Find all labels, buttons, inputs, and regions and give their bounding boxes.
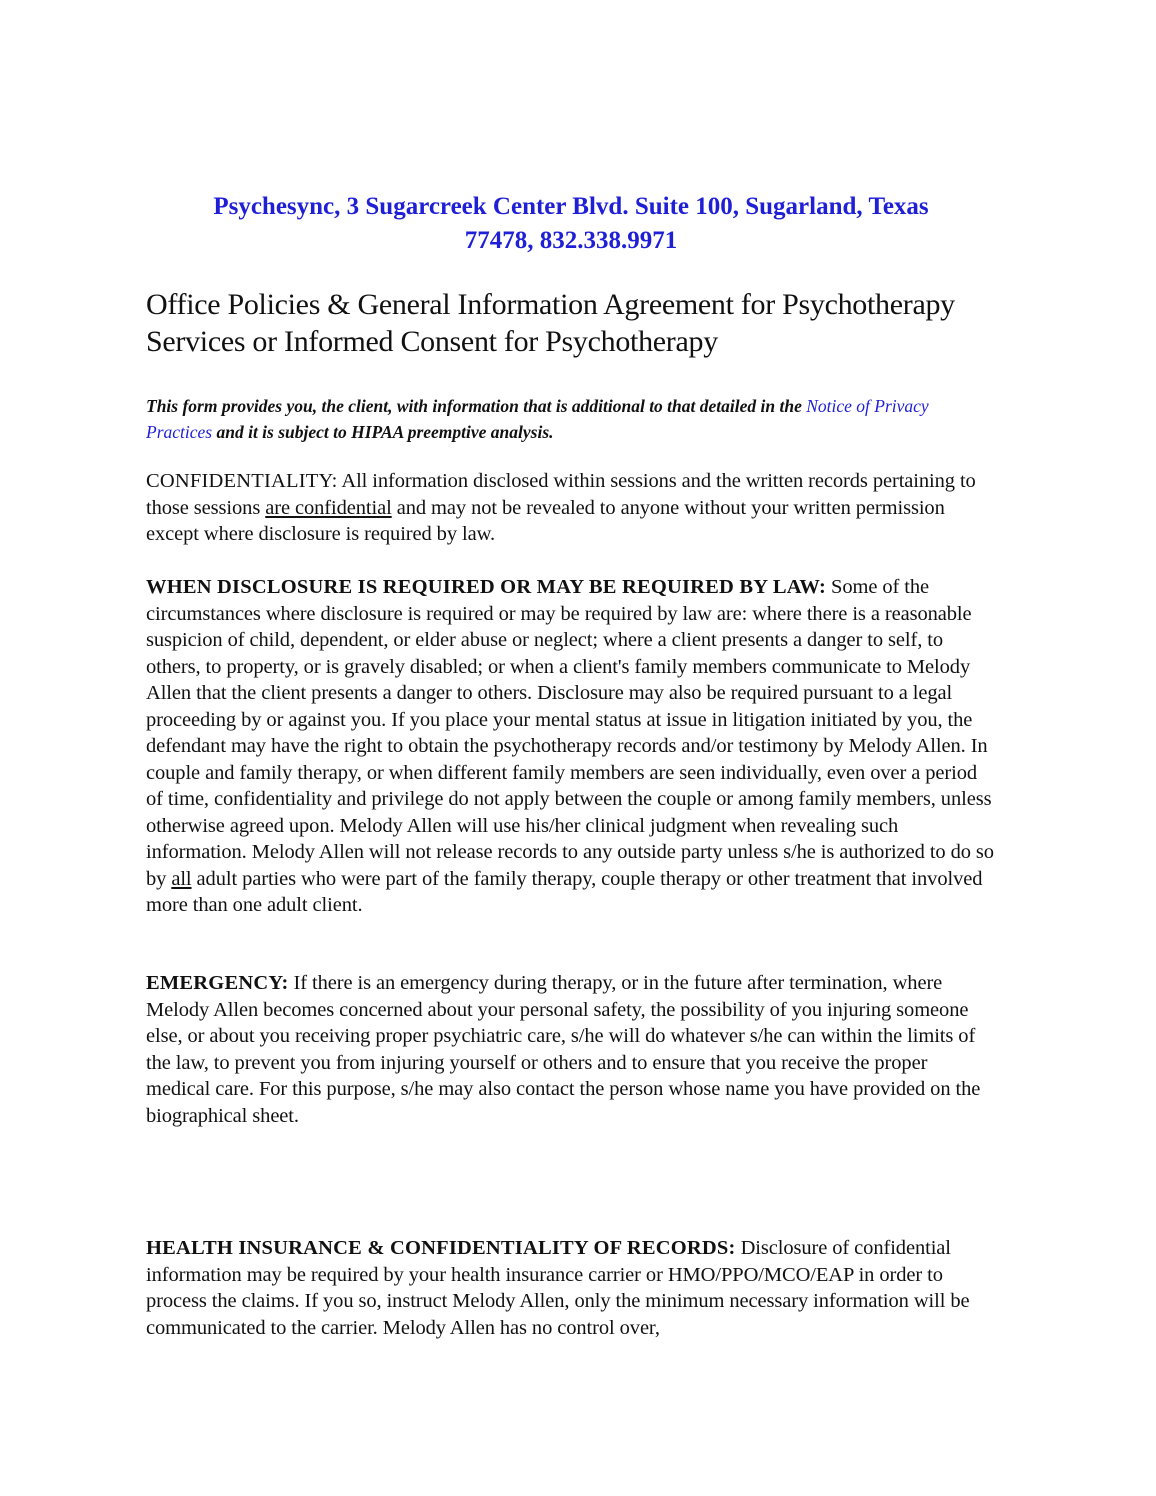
insurance-section bbox=[146, 1235, 996, 1341]
practice-header-line-2: 77478, 832.338.9971 bbox=[464, 227, 678, 254]
disclosure-text-b: adult parties who were part of the family therapy, couple therapy or other treatment that involved more than one adult client. bbox=[146, 867, 983, 916]
document-title bbox=[146, 286, 996, 360]
disclosure-heading: WHEN DISCLOSURE IS REQUIRED OR MAY BE REQUIRED BY LAW: bbox=[146, 576, 827, 598]
document-title-line-2: Services or Informed Consent for Psychotherapy bbox=[146, 325, 718, 358]
practice-header bbox=[146, 190, 996, 258]
confidentiality-text-a: All information disclosed within sessions and the written records pertaining to those sessions bbox=[146, 470, 976, 519]
document-title-line-1: Office Policies & General Information Agreement for Psychotherapy bbox=[146, 288, 955, 321]
disclosure-underlined-text: all bbox=[171, 867, 192, 890]
insurance-text: Disclosure of confidential information may be required by your health insurance carrier or HMO/PPO/MCO/EAP in order to process the claims. If you so, instruct Melody Allen, only the minimum necessary information will be communicated to the carrier. Melody Allen has no control over, bbox=[146, 1237, 970, 1339]
intro-paragraph bbox=[146, 394, 996, 445]
disclosure-section bbox=[146, 574, 996, 919]
emergency-text: If there is an emergency during therapy, or in the future after termination, where Melody Allen becomes concerned about your personal safety, the possibility of you injuring someone else, or about you receiving proper psychiatric care, s/he will do whatever s/he can within the limits of the law, to prevent you from injuring yourself or others and to ensure that you receive the proper medical care. For this purpose, s/he may also contact the person whose name you have provided on the biographical sheet. bbox=[146, 972, 981, 1127]
confidentiality-text-b: and may not be revealed to anyone without your written permission except where disclosure is required by law. bbox=[146, 496, 945, 545]
intro-text-before-link: This form provides you, the client, with information that is additional to that detailed in the bbox=[146, 396, 807, 416]
disclosure-text-a: Some of the circumstances where disclosure is required or may be required by law are: where there is a reasonable suspicion of child, dependent, or elder abuse or neglect; where a client presents a danger to self, to others, to property, or is gravely disabled; or when a client's family members communicate to Melody Allen that the client presents a danger to others. Disclosure may also be required pursuant to a legal proceeding by or against you. If you place your mental status at issue in litigation initiated by you, the defendant may have the right to obtain the psychotherapy records and/or testimony by Melody Allen. In couple and family therapy, or when different family members are seen individually, even over a period of time, confidentiality and privilege do not apply between the couple or among family members, unless otherwise agreed upon. Melody Allen will use his/her clinical judgment when revealing such information. Melody Allen will not release records to any outside party unless s/he is authorized to do so by bbox=[146, 576, 994, 890]
emergency-heading: EMERGENCY: bbox=[146, 972, 289, 994]
confidentiality-underlined-text: are confidential bbox=[265, 496, 392, 519]
confidentiality-section bbox=[146, 468, 996, 548]
emergency-section bbox=[146, 970, 996, 1129]
insurance-heading: HEALTH INSURANCE & CONFIDENTIALITY OF RECORDS: bbox=[146, 1237, 736, 1259]
intro-text-after-link: and it is subject to HIPAA preemptive analysis. bbox=[212, 421, 554, 442]
notice-of-privacy-practices-link[interactable]: Notice of Privacy Practices bbox=[146, 396, 929, 442]
practice-header-line-1: Psychesync, 3 Sugarcreek Center Blvd. Suite 100, Sugarland, Texas bbox=[213, 193, 929, 220]
confidentiality-heading: CONFIDENTIALITY: bbox=[146, 470, 338, 492]
